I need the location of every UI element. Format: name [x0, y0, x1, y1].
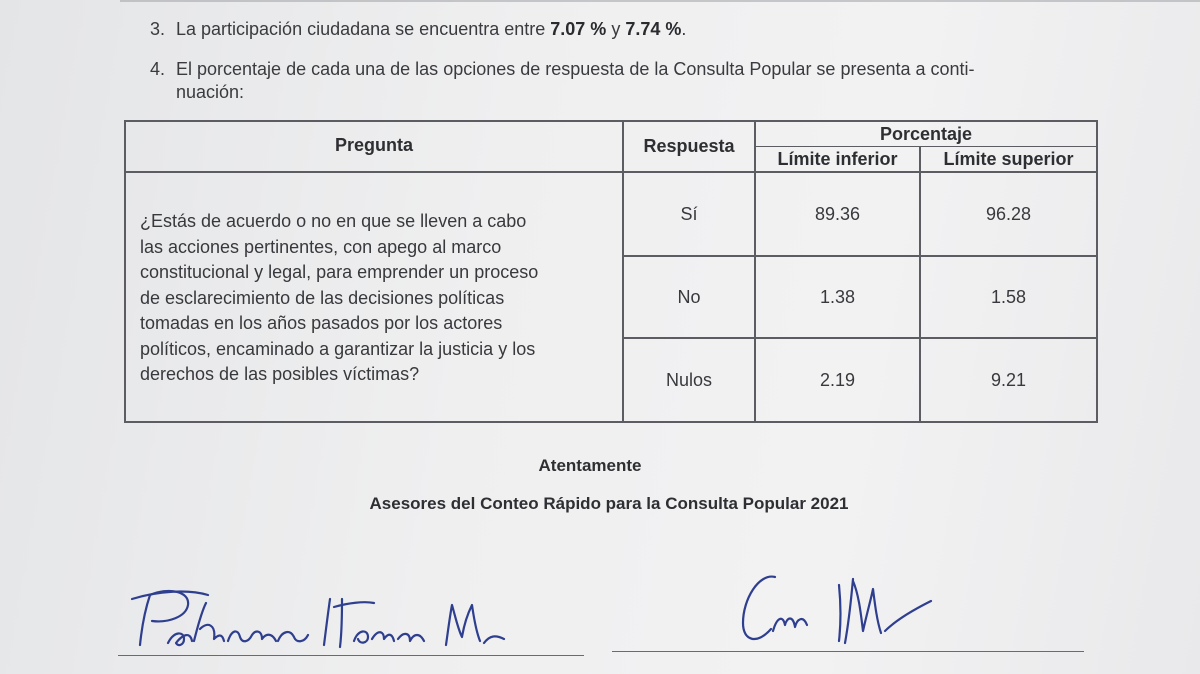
participation-high-value: 7.74 %	[625, 19, 682, 39]
participation-text: La participación ciudadana se encuentra entre	[176, 19, 551, 39]
header-answer: Respuesta	[643, 135, 735, 156]
signatories-line: Asesores del Conteo Rápido para la Consulta Popular 2021	[369, 494, 849, 513]
salutation: Atentamente	[538, 456, 642, 475]
question-text	[140, 209, 610, 388]
answer-si: Sí	[680, 203, 698, 224]
list-item-4	[150, 58, 1100, 108]
participation-conjunction: y	[606, 19, 626, 39]
item-text-line-1: El porcentaje de cada una de las opciones de respuesta de la Consulta Popular se presenta a conti-	[176, 59, 975, 79]
lower-no: 1.38	[819, 286, 856, 307]
table-rule	[124, 171, 624, 173]
list-item-3	[150, 18, 1050, 44]
question-line: derechos de las posibles víctimas?	[140, 364, 420, 384]
lower-si: 89.36	[814, 203, 861, 224]
item-text-line-2: nuación:	[176, 82, 245, 102]
participation-low-value: 7.07 %	[550, 19, 607, 39]
item-text	[176, 18, 686, 41]
table-rule	[124, 421, 1098, 423]
answer-nulos: Nulos	[665, 369, 713, 390]
header-question: Pregunta	[334, 134, 413, 155]
item-number: 4.	[150, 59, 166, 79]
header-percentage: Porcentaje	[879, 123, 973, 144]
upper-no: 1.58	[990, 286, 1027, 307]
table-rule	[1096, 120, 1098, 423]
header-upper-limit: Límite superior	[943, 148, 1074, 169]
question-line: políticos, encaminado a garantizar la justicia y los	[140, 338, 536, 359]
upper-si: 96.28	[985, 203, 1032, 224]
answer-no: No	[677, 286, 701, 307]
signature-left	[128, 585, 518, 665]
page-top-edge	[120, 0, 1200, 8]
question-line: de esclarecimiento de las decisiones políticas	[140, 287, 505, 308]
question-line: tomadas en los años pasados por los actores	[140, 313, 503, 333]
question-line: las acciones pertinentes, con apego al marco	[140, 236, 502, 257]
header-lower-limit: Límite inferior	[777, 148, 898, 169]
question-line: constitucional y legal, para emprender un proceso	[140, 262, 539, 282]
item-number: 3.	[150, 19, 166, 39]
lower-nulos: 2.19	[819, 369, 856, 390]
signature-right	[735, 565, 945, 660]
question-line: ¿Estás de acuerdo o no en que se lleven a cabo	[140, 211, 527, 231]
participation-period: .	[681, 19, 687, 39]
upper-nulos: 9.21	[990, 369, 1027, 390]
